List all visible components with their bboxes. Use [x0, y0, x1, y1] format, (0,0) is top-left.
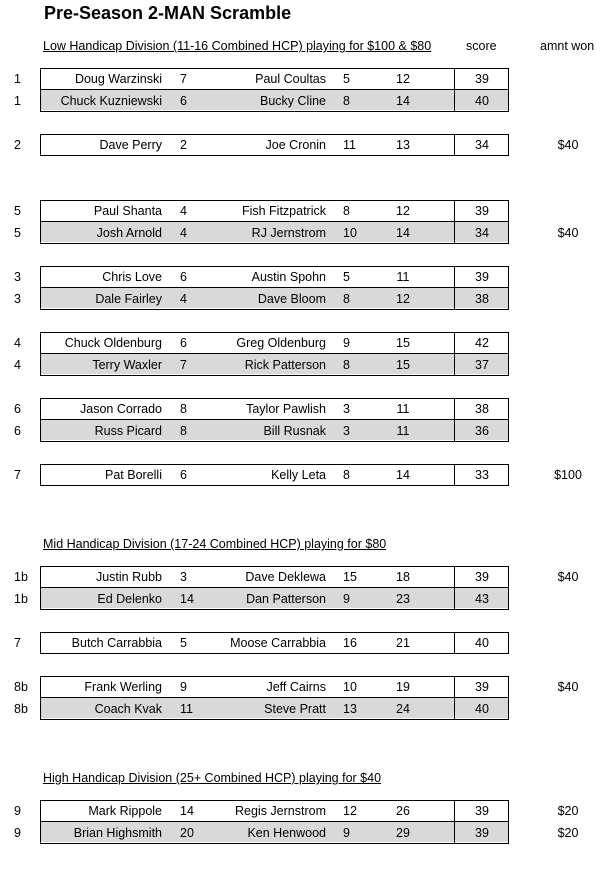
team-number: 4 — [14, 358, 21, 372]
player-1-handicap: 6 — [180, 468, 187, 482]
team-score: 39 — [475, 72, 489, 86]
combined-handicap: 24 — [396, 702, 410, 716]
team-number: 1b — [14, 570, 28, 584]
player-1-name: Josh Arnold — [96, 226, 162, 240]
amount-won — [545, 420, 591, 442]
team-score: 37 — [475, 358, 489, 372]
team-score: 33 — [475, 468, 489, 482]
table-row — [0, 200, 615, 222]
table-row — [0, 266, 615, 288]
player-1-handicap: 6 — [180, 94, 187, 108]
amount-won — [545, 588, 591, 610]
player-2-handicap: 9 — [343, 336, 350, 350]
combined-handicap: 12 — [396, 292, 410, 306]
player-2-name: Bill Rusnak — [263, 424, 326, 438]
player-1-handicap: 7 — [180, 358, 187, 372]
team-score: 39 — [475, 680, 489, 694]
player-1-name: Ed Delenko — [97, 592, 162, 606]
player-2-name: Fish Fitzpatrick — [241, 204, 326, 218]
player-2-handicap: 8 — [343, 292, 350, 306]
player-2-handicap: 8 — [343, 358, 350, 372]
combined-handicap: 21 — [396, 636, 410, 650]
player-2-handicap: 8 — [343, 204, 350, 218]
team-score: 39 — [475, 204, 489, 218]
team-number: 7 — [14, 468, 21, 482]
player-1-name: Frank Werling — [84, 680, 162, 694]
player-1-name: Pat Borelli — [105, 468, 162, 482]
player-1-name: Jason Corrado — [80, 402, 162, 416]
table-row — [0, 464, 615, 486]
table-row — [0, 68, 615, 90]
player-1-handicap: 8 — [180, 424, 187, 438]
player-1-handicap: 14 — [180, 592, 194, 606]
team-score: 39 — [475, 270, 489, 284]
player-2-name: Taylor Pawlish — [246, 402, 326, 416]
amount-won — [545, 68, 591, 90]
combined-handicap: 14 — [396, 468, 410, 482]
division-heading-low: Low Handicap Division (11-16 Combined HCP) playing for $100 & $80 — [43, 39, 432, 53]
table-row — [0, 90, 615, 112]
team-score: 38 — [475, 402, 489, 416]
combined-handicap: 11 — [396, 402, 410, 416]
score-divider — [454, 200, 455, 244]
combined-handicap: 29 — [396, 826, 410, 840]
player-2-name: Jeff Cairns — [266, 680, 326, 694]
player-1-name: Chris Love — [102, 270, 162, 284]
player-1-handicap: 20 — [180, 826, 194, 840]
player-2-handicap: 16 — [343, 636, 357, 650]
combined-handicap: 12 — [396, 204, 410, 218]
player-2-name: Dave Bloom — [257, 292, 326, 306]
player-2-handicap: 15 — [343, 570, 357, 584]
team-score: 40 — [475, 94, 489, 108]
amount-won: $100 — [554, 468, 582, 482]
team-score: 39 — [475, 804, 489, 818]
player-1-handicap: 4 — [180, 204, 187, 218]
score-divider — [454, 632, 455, 654]
table-row — [0, 588, 615, 610]
player-1-handicap: 5 — [180, 636, 187, 650]
team-score: 40 — [475, 636, 489, 650]
team-number: 3 — [14, 270, 21, 284]
table-row — [0, 288, 615, 310]
table-row — [0, 134, 615, 156]
player-1-handicap: 4 — [180, 226, 187, 240]
player-1-name: Dave Perry — [99, 138, 162, 152]
player-1-handicap: 14 — [180, 804, 194, 818]
team-number: 5 — [14, 226, 21, 240]
table-row — [0, 354, 615, 376]
amount-won — [545, 288, 591, 310]
team-number: 9 — [14, 826, 21, 840]
player-1-handicap: 3 — [180, 570, 187, 584]
amount-won — [545, 90, 591, 112]
player-1-name: Doug Warzinski — [74, 72, 162, 86]
team-score: 39 — [475, 570, 489, 584]
player-2-name: Paul Coultas — [255, 72, 326, 86]
player-2-name: Regis Jernstrom — [235, 804, 326, 818]
team-score: 39 — [475, 826, 489, 840]
table-row — [0, 632, 615, 654]
player-2-name: RJ Jernstrom — [251, 226, 326, 240]
amount-won: $40 — [557, 570, 579, 584]
team-number: 8b — [14, 680, 28, 694]
player-2-name: Greg Oldenburg — [236, 336, 326, 350]
player-2-handicap: 8 — [343, 94, 350, 108]
player-1-name: Dale Fairley — [95, 292, 162, 306]
player-1-name: Chuck Kuzniewski — [60, 94, 162, 108]
combined-handicap: 15 — [396, 358, 410, 372]
player-1-handicap: 6 — [180, 336, 187, 350]
team-number: 6 — [14, 424, 21, 438]
player-1-name: Coach Kvak — [94, 702, 162, 716]
player-1-name: Paul Shanta — [93, 204, 162, 218]
combined-handicap: 18 — [396, 570, 410, 584]
amount-won — [545, 698, 591, 720]
score-divider — [454, 398, 455, 442]
division-heading-high: High Handicap Division (25+ Combined HCP) playing for $40 — [43, 771, 382, 785]
amount-won: $40 — [557, 226, 579, 240]
team-score: 42 — [475, 336, 489, 350]
score-divider — [454, 134, 455, 156]
table-row — [0, 566, 615, 588]
player-2-name: Moose Carrabbia — [230, 636, 326, 650]
team-number: 9 — [14, 804, 21, 818]
score-column-header: score — [466, 39, 497, 53]
table-row — [0, 676, 615, 698]
amount-won — [545, 332, 591, 354]
team-score: 34 — [475, 226, 489, 240]
team-number: 3 — [14, 292, 21, 306]
amount-won-column-header: amnt won — [540, 39, 595, 53]
team-score: 36 — [475, 424, 489, 438]
player-1-handicap: 2 — [180, 138, 187, 152]
player-2-handicap: 3 — [343, 424, 350, 438]
player-2-handicap: 10 — [343, 226, 357, 240]
team-number: 1b — [14, 592, 28, 606]
team-number: 2 — [14, 138, 21, 152]
table-row — [0, 398, 615, 420]
team-score: 34 — [475, 138, 489, 152]
player-1-handicap: 9 — [180, 680, 187, 694]
team-number: 6 — [14, 402, 21, 416]
player-2-handicap: 9 — [343, 592, 350, 606]
player-1-name: Terry Waxler — [92, 358, 162, 372]
player-1-name: Mark Rippole — [88, 804, 162, 818]
score-divider — [454, 676, 455, 720]
amount-won: $40 — [557, 680, 579, 694]
amount-won — [545, 398, 591, 420]
player-2-name: Bucky Cline — [260, 94, 326, 108]
player-1-name: Russ Picard — [94, 424, 162, 438]
player-2-handicap: 9 — [343, 826, 350, 840]
table-row — [0, 222, 615, 244]
table-row — [0, 822, 615, 844]
player-2-handicap: 12 — [343, 804, 357, 818]
player-1-handicap: 4 — [180, 292, 187, 306]
player-2-handicap: 5 — [343, 270, 350, 284]
table-row — [0, 698, 615, 720]
team-score: 40 — [475, 702, 489, 716]
player-1-handicap: 11 — [180, 702, 193, 716]
combined-handicap: 26 — [396, 804, 410, 818]
team-score: 43 — [475, 592, 489, 606]
player-2-name: Ken Henwood — [247, 826, 326, 840]
player-1-name: Justin Rubb — [95, 570, 162, 584]
team-number: 5 — [14, 204, 21, 218]
player-1-handicap: 7 — [180, 72, 187, 86]
player-2-handicap: 8 — [343, 468, 350, 482]
player-1-handicap: 8 — [180, 402, 187, 416]
combined-handicap: 15 — [396, 336, 410, 350]
table-row — [0, 420, 615, 442]
table-row — [0, 800, 615, 822]
combined-handicap: 11 — [396, 424, 410, 438]
combined-handicap: 14 — [396, 94, 410, 108]
player-1-handicap: 6 — [180, 270, 187, 284]
player-2-name: Dave Deklewa — [245, 570, 326, 584]
player-2-name: Steve Pratt — [264, 702, 326, 716]
amount-won: $20 — [557, 804, 579, 818]
combined-handicap: 11 — [396, 270, 410, 284]
player-2-handicap: 5 — [343, 72, 350, 86]
score-divider — [454, 332, 455, 376]
amount-won — [545, 200, 591, 222]
player-2-handicap: 11 — [343, 138, 356, 152]
score-divider — [454, 464, 455, 486]
player-2-name: Dan Patterson — [246, 592, 326, 606]
team-number: 8b — [14, 702, 28, 716]
combined-handicap: 19 — [396, 680, 410, 694]
combined-handicap: 14 — [396, 226, 410, 240]
score-divider — [454, 68, 455, 112]
player-2-handicap: 13 — [343, 702, 357, 716]
amount-won: $40 — [557, 138, 579, 152]
table-row — [0, 332, 615, 354]
team-score: 38 — [475, 292, 489, 306]
team-number: 4 — [14, 336, 21, 350]
player-2-name: Austin Spohn — [251, 270, 326, 284]
amount-won — [545, 266, 591, 288]
team-number: 1 — [14, 94, 21, 108]
player-2-name: Kelly Leta — [271, 468, 326, 482]
team-number: 7 — [14, 636, 21, 650]
score-divider — [454, 800, 455, 844]
amount-won — [545, 632, 591, 654]
page-title: Pre-Season 2-MAN Scramble — [44, 3, 292, 23]
amount-won: $20 — [557, 826, 579, 840]
score-divider — [454, 566, 455, 610]
player-2-handicap: 10 — [343, 680, 357, 694]
player-2-name: Rick Patterson — [244, 358, 326, 372]
combined-handicap: 12 — [396, 72, 410, 86]
combined-handicap: 13 — [396, 138, 410, 152]
division-heading-mid: Mid Handicap Division (17-24 Combined HCP) playing for $80 — [43, 537, 387, 551]
score-divider — [454, 266, 455, 310]
team-number: 1 — [14, 72, 21, 86]
player-1-name: Butch Carrabbia — [71, 636, 162, 650]
player-1-name: Brian Highsmith — [73, 826, 162, 840]
combined-handicap: 23 — [396, 592, 410, 606]
amount-won — [545, 354, 591, 376]
player-1-name: Chuck Oldenburg — [64, 336, 162, 350]
player-2-handicap: 3 — [343, 402, 350, 416]
player-2-name: Joe Cronin — [265, 138, 326, 152]
